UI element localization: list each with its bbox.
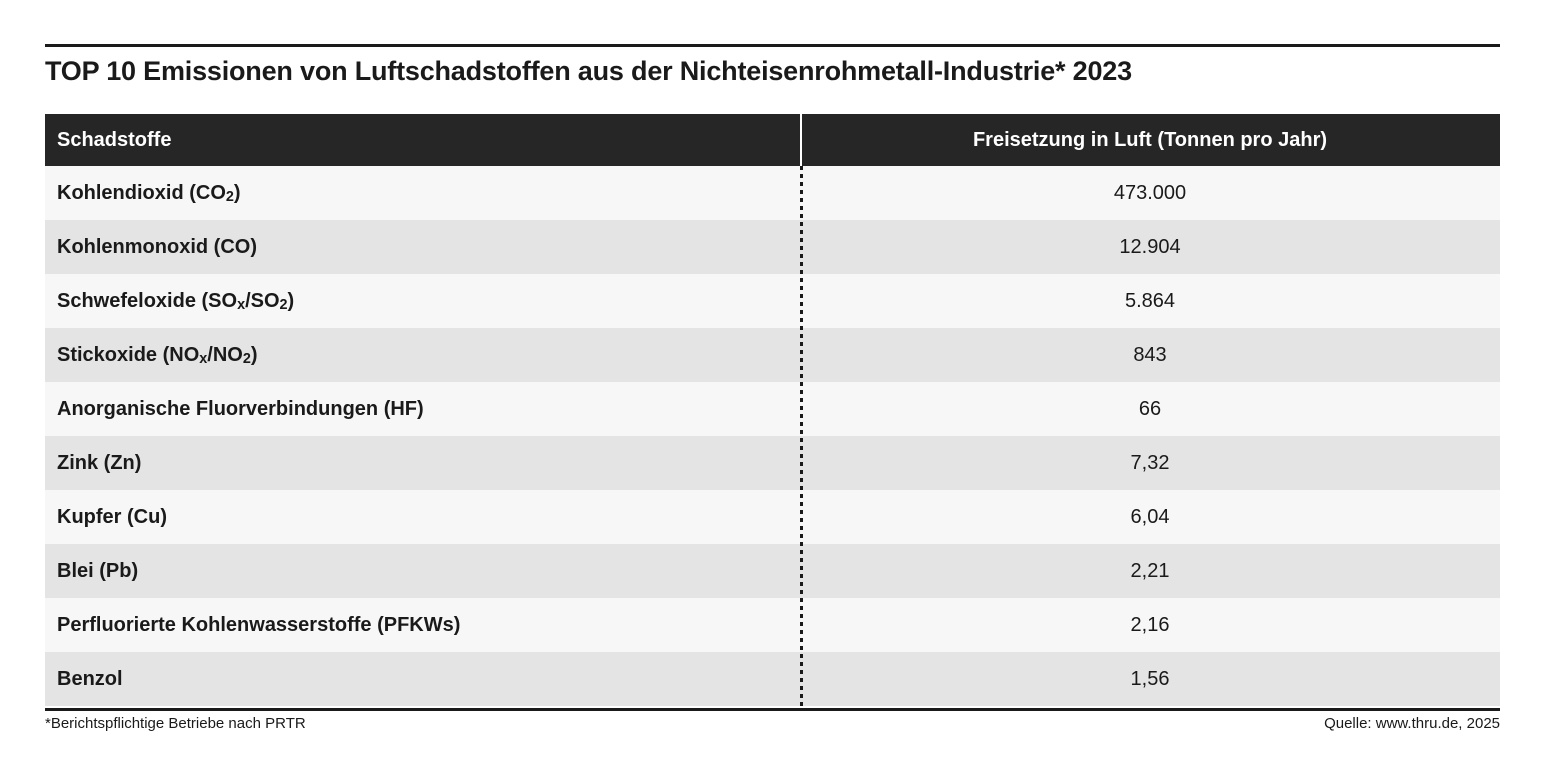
table-row <box>45 166 1500 220</box>
row-pollutant: Stickoxide (NO $_x$ /NO $_2$ ) <box>57 343 258 367</box>
row-value: 7,32 <box>1130 451 1170 474</box>
row-pollutant: Kohlenmonoxid (CO) <box>57 235 257 258</box>
table-row <box>45 544 1500 598</box>
row-value: 1,56 <box>1130 667 1170 690</box>
dotted-column-divider <box>800 166 803 706</box>
row-pollutant: Blei (Pb) <box>57 559 139 582</box>
page-title: TOP 10 Emissionen von Luftschadstoffen aus der Nichteisenrohmetall-Industrie* 2023 <box>45 56 1132 86</box>
header-column-separator <box>800 114 802 166</box>
row-value: 2,21 <box>1130 559 1170 582</box>
table-header-row <box>45 114 1500 166</box>
column-header-release: Freisetzung in Luft (Tonnen pro Jahr) <box>972 128 1328 151</box>
table-row <box>45 274 1500 328</box>
source-note: Quelle: www.thru.de, 2025 <box>1324 715 1500 732</box>
row-pollutant: Kupfer (Cu) <box>57 505 167 528</box>
row-value: 2,16 <box>1130 613 1170 636</box>
row-value: 473.000 <box>1113 181 1187 204</box>
table-row <box>45 220 1500 274</box>
table-row <box>45 328 1500 382</box>
row-value: 5.864 <box>1124 289 1176 312</box>
emissions-table <box>45 114 1500 706</box>
row-pollutant: Schwefeloxide (SO $_x$ /SO $_2$ ) <box>57 289 295 313</box>
row-pollutant: Zink (Zn) <box>57 451 142 474</box>
row-pollutant: Anorganische Fluorverbindungen (HF) <box>57 397 424 420</box>
row-value: 6,04 <box>1130 505 1170 528</box>
row-value: 12.904 <box>1119 235 1181 258</box>
row-pollutant: Perfluorierte Kohlenwasserstoffe (PFKWs) <box>57 613 461 636</box>
row-pollutant: Kohlendioxid (CO $_2$ ) <box>57 181 241 205</box>
row-pollutant: Benzol <box>57 667 123 690</box>
table-row <box>45 652 1500 706</box>
top-divider <box>45 44 1500 47</box>
bottom-divider <box>45 708 1500 711</box>
table-row <box>45 436 1500 490</box>
table-body <box>45 166 1500 706</box>
row-value: 843 <box>1133 343 1167 366</box>
footnote: *Berichtspflichtige Betriebe nach PRTR <box>45 715 306 732</box>
table-row <box>45 382 1500 436</box>
table-row <box>45 598 1500 652</box>
column-header-pollutant: Schadstoffe <box>57 128 172 151</box>
row-value: 66 <box>1138 397 1162 420</box>
table-row <box>45 490 1500 544</box>
